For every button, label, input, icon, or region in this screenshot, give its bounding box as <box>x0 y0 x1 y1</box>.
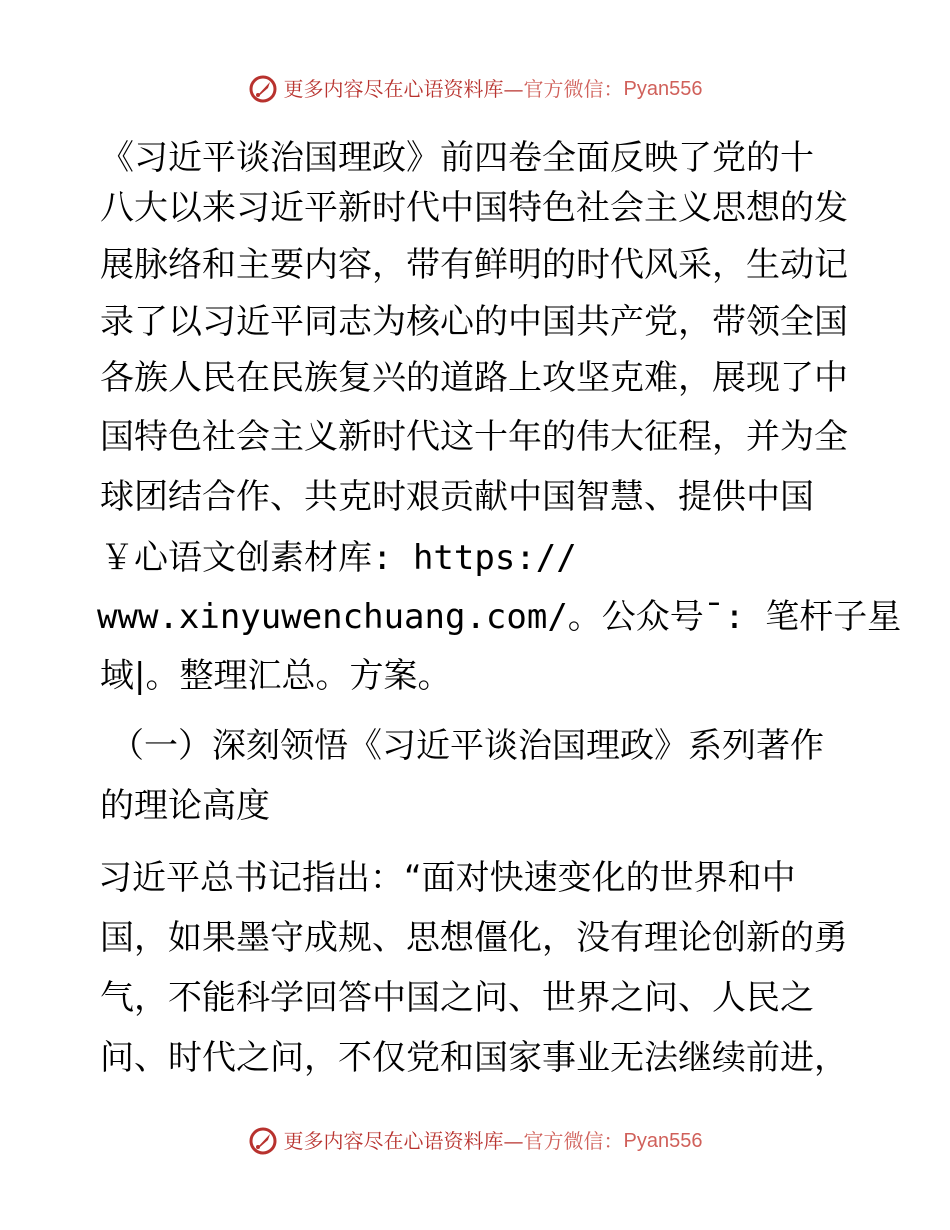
watermark-separator: — <box>503 1129 524 1153</box>
paragraph2-line-3: 气，不能科学回答中国之问、世界之问、人民之 <box>100 978 814 1018</box>
paragraph1-line-7: 球团结合作、共克时艰贡献中国智慧、提供中国 <box>100 477 814 517</box>
paragraph1-line-10: 域|。整理汇总。方案。 <box>100 656 452 696</box>
watermark-wechat-label: 官方微信： <box>523 1129 624 1153</box>
paragraph1-line-5: 各族人民在民族复兴的道路上攻坚克难，展现了中 <box>100 358 848 398</box>
watermark-site-text: 更多内容尽在心语资料库 <box>283 1129 504 1153</box>
paragraph1-line-6: 国特色社会主义新时代这十年的伟大征程，并为全 <box>100 417 848 457</box>
section-heading-line-2: 的理论高度 <box>100 786 270 826</box>
section-heading-line-1: （一）深刻领悟《习近平谈治国理政》系列著作 <box>110 726 824 766</box>
paragraph2-line-1: 习近平总书记指出：“面对快速变化的世界和中 <box>98 858 796 898</box>
paragraph1-line-3: 展脉络和主要内容，带有鲜明的时代风采，生动记 <box>100 245 848 285</box>
watermark-wechat-id: Pyan556 <box>623 78 703 100</box>
paragraph2-line-2: 国，如果墨守成规、思想僵化，没有理论创新的勇 <box>100 918 848 958</box>
paragraph1-line-4: 录了以习近平同志为核心的中国共产党，带领全国 <box>100 302 848 342</box>
paragraph1-line-2: 八大以来习近平新时代中国特色社会主义思想的发 <box>100 188 848 228</box>
paragraph1-line-9: www.xinyuwenchuang.com/。公众号¯: 笔杆子星 <box>97 597 902 637</box>
watermark-site-text: 更多内容尽在心语资料库 <box>283 77 504 101</box>
paragraph2-line-4: 问、时代之问，不仅党和国家事业无法继续前进， <box>100 1038 848 1078</box>
paragraph1-line-1: 《习近平谈治国理政》前四卷全面反映了党的十 <box>100 138 814 178</box>
watermark-wechat-label: 官方微信： <box>523 77 624 101</box>
paragraph1-line-8: ￥心语文创素材库: https:// <box>100 538 577 578</box>
footer-watermark <box>0 1123 950 1159</box>
quill-circle-logo-icon <box>248 1126 278 1156</box>
watermark-separator: — <box>503 77 524 101</box>
watermark-wechat-id: Pyan556 <box>623 1130 703 1152</box>
